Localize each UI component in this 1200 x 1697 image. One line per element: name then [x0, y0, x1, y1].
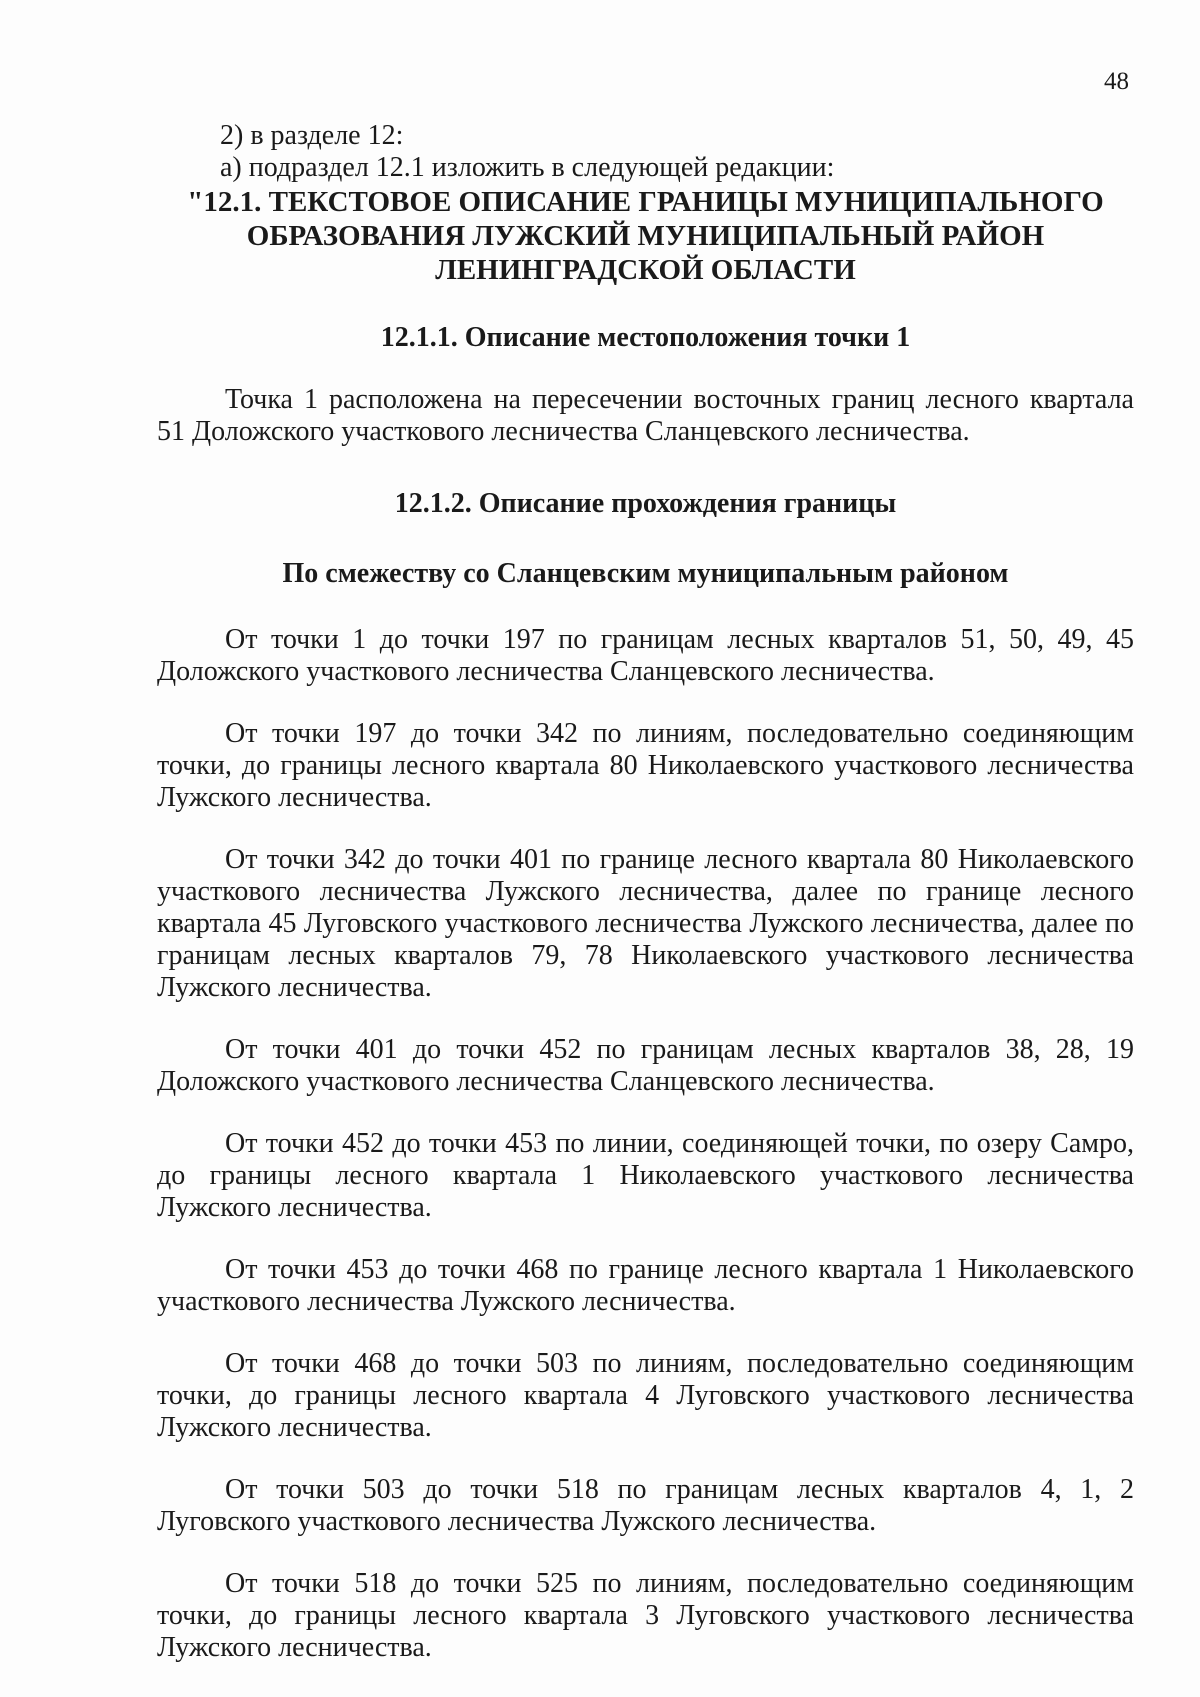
- boundary-paragraph: От точки 401 до точки 452 по границам лесных кварталов 38, 28, 19 Доложского участкового лесничества Сланцевского лесничества.: [157, 1034, 1134, 1097]
- neighbor-heading: По смежеству со Сланцевским муниципальным районом: [282, 558, 1009, 589]
- main-heading-line-2: ОБРАЗОВАНИЯ ЛУЖСКИЙ МУНИЦИПАЛЬНЫЙ РАЙОН: [246, 220, 1045, 252]
- boundary-paragraph: От точки 503 до точки 518 по границам лесных кварталов 4, 1, 2 Луговского участкового лесничества Лужского лесничества.: [157, 1474, 1134, 1537]
- intro-line-section: 2) в разделе 12:: [220, 120, 404, 151]
- boundary-paragraph: От точки 452 до точки 453 по линии, соединяющей точки, по озеру Самро, до границы лесного квартала 1 Николаевского участкового лесничества Лужского лесничества.: [157, 1128, 1134, 1223]
- boundary-paragraph: От точки 342 до точки 401 по границе лесного квартала 80 Николаевского участкового лесничества Лужского лесничества, далее по границе лесного квартала 45 Луговского участкового лесничества Лужского лесничества, далее по границам лесных кварталов 79, 78 Николаевского участкового лесничества Лужского лесничества.: [157, 844, 1134, 1003]
- document-body: [157, 120, 1134, 1664]
- main-heading-line-1: "12.1. ТЕКСТОВОЕ ОПИСАНИЕ ГРАНИЦЫ МУНИЦИПАЛЬНОГО: [187, 186, 1104, 218]
- boundary-paragraph: От точки 468 до точки 503 по линиям, последовательно соединяющим точки, до границы лесного квартала 4 Луговского участкового лесничества Лужского лесничества.: [157, 1348, 1134, 1443]
- section-1211-heading: 12.1.1. Описание местоположения точки 1: [380, 322, 911, 353]
- boundary-paragraph: От точки 453 до точки 468 по границе лесного квартала 1 Николаевского участкового лесничества Лужского лесничества.: [157, 1254, 1134, 1317]
- main-heading: [157, 184, 1134, 286]
- boundary-paragraph: От точки 518 до точки 525 по линиям, последовательно соединяющим точки, до границы лесного квартала 3 Луговского участкового лесничества Лужского лесничества.: [157, 1568, 1134, 1663]
- section-1211-text: Точка 1 расположена на пересечении восточных границ лесного квартала 51 Доложского участкового лесничества Сланцевского лесничества.: [157, 384, 1134, 447]
- boundary-paragraph: От точки 197 до точки 342 по линиям, последовательно соединяющим точки, до границы лесного квартала 80 Николаевского участкового лесничества Лужского лесничества.: [157, 718, 1134, 813]
- page-number: 48: [1104, 68, 1129, 95]
- section-1212-heading: 12.1.2. Описание прохождения границы: [394, 488, 897, 519]
- intro-line-subsection: а) подраздел 12.1 изложить в следующей редакции:: [220, 152, 835, 183]
- boundary-paragraph: От точки 1 до точки 197 по границам лесных кварталов 51, 50, 49, 45 Доложского участкового лесничества Сланцевского лесничества.: [157, 624, 1134, 687]
- main-heading-line-3: ЛЕНИНГРАДСКОЙ ОБЛАСТИ: [435, 254, 856, 286]
